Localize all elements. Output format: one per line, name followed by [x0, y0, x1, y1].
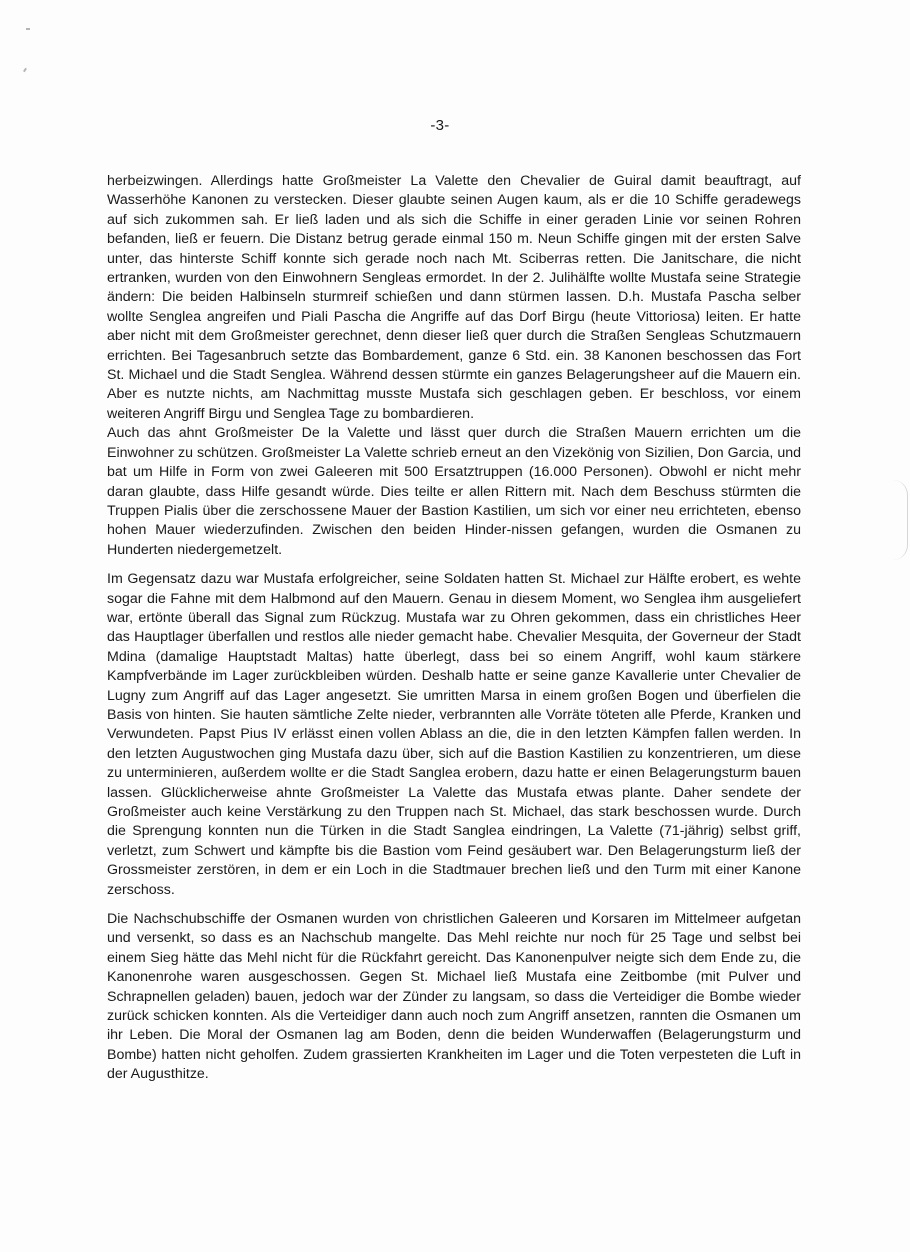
scan-speck — [26, 28, 30, 30]
paragraph: Im Gegensatz dazu war Mustafa erfolgreicher, seine Soldaten hatten St. Michael zur Hälfte erobert, es wehte sogar die Fahne mit dem Halbmond auf den Mauern. Genau in diesem Moment, wo Senglea ihm ausgeliefert war, ertönte überall das Signal zum Rückzug. Mustafa war zu Ohren gekommen, dass ein christliches Heer das Hauptlager überfallen und restlos alle nieder gemacht habe. Chevalier Mesquita, der Governeur der Stadt Mdina (damalige Hauptstadt Maltas) hatte überlegt, dass bei so einem Angriff, wohl kaum stärkere Kampfverbände im Lager zurückbleiben würden. Deshalb hatte er seine ganze Kavallerie unter Chevalier de Lugny zum Angriff auf das Lager angesetzt. Sie umritten Marsa in einem großen Bogen und überfielen die Basis von hinten. Sie hauten sämtliche Zelte nieder, verbrannten alle Vorräte töteten alle Pferde, Kranken und Verwundeten. Papst Pius IV erlässt einen vollen Ablass an die, die in den letzten Kämpfen fallen werden. In den letzten Augustwochen ging Mustafa dazu über, sich auf die Bastion Kastilien zu konzentrieren, um diese zu unterminieren, außerdem wollte er die Stadt Sanglea erobern, dazu hatte er einen Belagerungsturm bauen lassen. Glücklicherweise ahnte Großmeister La Valette das Mustafa etwas plante. Daher sendete der Großmeister auch keine Verstärkung zu den Truppen nach St. Michael, das stark beschossen wurde. Durch die Sprengung konnten nun die Türken in die Stadt Sanglea eindringen, La Valette (71-jährig) selbst griff, verletzt, zum Schwert und kämpfte bis die Bastion vom Feind gesäubert war. Den Belagerungsturm ließ der Grossmeister zerstören, in dem er ein Loch in die Stadtmauer brechen ließ und den Turm mit einer Kanone zerschoss. — [107, 571, 801, 898]
body-text — [107, 172, 801, 1095]
scan-speck — [23, 68, 27, 72]
scan-edge-mark — [893, 480, 908, 560]
paragraph: herbeizwingen. Allerdings hatte Großmeister La Valette den Chevalier de Guiral damit beauftragt, auf Wasserhöhe Kanonen zu verstecken. Dieser glaubte seinen Augen kaum, als er die 10 Schiffe geradewegs auf sich zukommen sah. Er ließ laden und als sich die Schiffe in einer geraden Linie vor seinen Rohren befanden, ließ er feuern. Die Distanz betrug gerade einmal 150 m. Neun Schiffe gingen mit der ersten Salve unter, das hinterste Schiff konnte sich gerade noch nach Mt. Sciberras retten. Die Janitschare, die nicht ertranken, wurden von den Einwohnern Sengleas ermordet. In der 2. Julihälfte wollte Mustafa seine Strategie ändern: Die beiden Halbinseln sturmreif schießen und dann stürmen lassen. D.h. Mustafa Pascha selber wollte Senglea angreifen und Piali Pascha die Angriffe auf das Dorf Birgu (heute Vittoriosa) leiten. Er hatte aber nicht mit dem Großmeister gerechnet, denn dieser ließ quer durch die Straßen Sengleas Schutzmauern errichten. Bei Tagesanbruch setzte das Bombardement, ganze 6 Std. ein. 38 Kanonen beschossen das Fort St. Michael und die Stadt Senglea. Während dessen stürmte ein ganzes Belagerungsheer auf die Mauern ein. Aber es nutzte nichts, am Nachmittag musste Mustafa sich geschlagen geben. Er beschloss, vor einem weiteren Angriff Birgu und Senglea Tage zu bombardieren. — [107, 173, 801, 422]
page-number: -3- — [430, 117, 450, 134]
paragraph: Die Nachschubschiffe der Osmanen wurden von christlichen Galeeren und Korsaren im Mittelmeer aufgetan und versenkt, so dass es an Nachschub mangelte. Das Mehl reichte nur noch für 25 Tage und selbst bei einem Sieg hätte das Mehl nicht für die Rückfahrt gereicht. Das Kanonenpulver neigte sich dem Ende zu, die Kanonenrohe waren ausgeschossen. Gegen St. Michael ließ Mustafa eine Zeitbombe (mit Pulver und Schrapnellen geladen) bauen, jedoch war der Zünder zu langsam, so dass die Verteidiger die Bombe wieder zurück schicken konnten. Als die Verteidiger dann auch noch zum Angriff ansetzen, rannten die Osmanen um ihr Leben. Die Moral der Osmanen lag am Boden, denn die beiden Wunderwaffen (Belagerungsturm und Bombe) hatten nicht geholfen. Zudem grassierten Krankheiten im Lager und die Toten verpesteten die Luft in der Augusthitze. — [107, 911, 801, 1083]
paragraph: Auch das ahnt Großmeister De la Valette und lässt quer durch die Straßen Mauern errichten um die Einwohner zu schützen. Großmeister La Valette schrieb erneut an den Vizekönig von Sizilien, Don Garcia, und bat um Hilfe in Form von zwei Galeeren mit 500 Ersatztruppen (16.000 Personen). Obwohl er nicht mehr daran glaubte, dass Hilfe gesandt würde. Dies teilte er allen Rittern mit. Nach dem Beschuss stürmten die Truppen Pialis über die zerschossene Mauer der Bastion Kastilien, um sich vor einer neu errichteten, ebenso hohen Mauer wiederzufinden. Zwischen den beiden Hinder-nissen gefangen, wurden die Osmanen zu Hunderten niedergemetzelt. — [107, 425, 801, 558]
